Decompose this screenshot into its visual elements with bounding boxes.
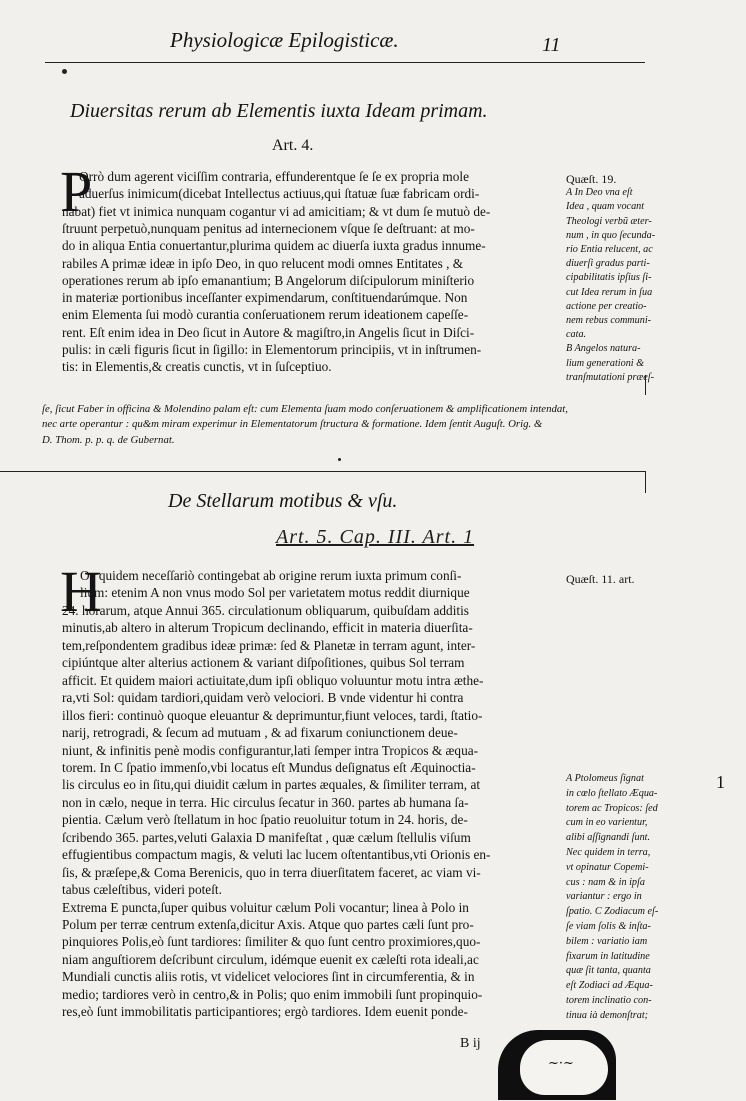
body-line: non in cælo, neque in terra. Hic circulus ſecatur in 360. partes ab humana ſa- (62, 794, 469, 810)
body-line: ra,vti Sol: quidam tardiori,quidam verò velociori. B vnde videntur hi contra (62, 690, 464, 706)
footnote-line: D. Thom. p. p. q. de Gubernat. (42, 433, 175, 446)
margin-note-line: rio Entia relucent, ac (566, 244, 653, 255)
body-line: niunt, & infinitis penè modis configurantur,lati ſemper intra Tropicos & æqua- (62, 742, 479, 758)
footnote-line: nec arte operantur : qu&m miram experimur in Elementatorum ſtructura & formatione. Idem ſentit Auguſt. Orig. & (42, 418, 543, 431)
body-line: res,eò ſunt immobilitatis participantiores; ergò tardiores. Idem euenit ponde- (62, 1004, 468, 1020)
column-rule-2 (645, 471, 646, 493)
body-line: tem,reſpondentem gradibus ideæ primæ: ſed & Planetæ in terram agunt, inter- (62, 637, 476, 653)
body-line: afficit. Et quidem maiori actiuitate,dum ipſi obliquo voluuntur motu intra æthe- (62, 672, 484, 688)
margin-note-line: Quæſt. 19. (566, 172, 617, 186)
body-line: in materiæ portionibus inceſſanter expimendarum, conſtituendarúmque. Non (62, 290, 468, 306)
margin-note-line: actione per creatio- (566, 300, 647, 312)
body-line: enim Elementa ſui modò curantia conſeruationem rerum ideationem capeſſe- (62, 307, 469, 323)
body-line: lium: etenim A non vnus modo Sol per varietatem motus reddit diurnique (80, 585, 470, 601)
drop-cap-h: H (60, 559, 102, 624)
body-line: niam anguſtiorem deſcribunt circulum, idémque euenit ex cæleſti rota ideali,ac (62, 951, 479, 967)
body-line: aduerſus inimicum(dicebat Intellectus actiuus,qui ſtatuæ ſuæ fabricam ordi- (79, 186, 480, 202)
margin-note-line: lium generationi & (566, 357, 645, 369)
body-line: tis: in Elementis,& creatis cunctis, vt in ſuſceptiuo. (62, 359, 332, 375)
body-line: 24. horarum, atque Annui 365. circulationum obliquarum, quibuſdam additis (62, 602, 469, 618)
body-line: do in aliqua Entia conuertantur,plurima quidem ac diuerſa iuxta gradus innume- (62, 238, 486, 254)
margin-note-line: eſt Zodiaci ad Æqua- (566, 980, 653, 992)
ornament-dot (338, 458, 341, 461)
marginal-mark: 1 (716, 772, 725, 792)
margin-note-line: cata. (566, 329, 587, 341)
section-title-1: Diuersitas rerum ab Elementis iuxta Ideam primam. (70, 100, 488, 122)
margin-note-line: in cœlo ſtellato Æqua- (566, 787, 658, 799)
margin-note-line: quæ ſit tanta, quanta (566, 965, 651, 977)
body-line: ſtruunt perpetuò,nunquam penitus ad internecionem vſque ſe deſtruant: at mo- (62, 220, 475, 236)
margin-note-line: tranſmutationi præeſ- (566, 371, 655, 383)
section-rule (0, 471, 645, 472)
margin-note-line: B Angelos natura- (566, 343, 641, 355)
body-line: minutis,ab altero in alterum Tropicum declinando, efficit in materia diuerſita- (62, 620, 473, 636)
body-line: Mundiali cunctis aliis rotis, vt videlicet velociores ſint in circumferentia, & in (62, 969, 475, 985)
ornament-dot (62, 69, 67, 74)
body-line: pientia. Cælum verò ſtellatum in hoc ſpatio reuoluitur totum in 24. horis, de- (62, 812, 468, 828)
body-line: illos fieri: continuò quoque eleuantur & deprimuntur,fiunt veloces, tardi, ſtatio- (62, 707, 483, 723)
column-rule-1 (645, 375, 646, 395)
margin-note-line: ſe viam ſolis & inſta- (566, 921, 651, 932)
margin-note-line: alibi aſſignandi ſunt. (566, 832, 651, 844)
margin-note-line: torem ac Tropicos: ſed (566, 802, 658, 814)
margin-note-line: num , in quo ſecunda- (566, 229, 656, 241)
margin-note-line: bilem : variatio iam (566, 935, 648, 947)
page-number: 11 (542, 34, 561, 56)
margin-note-line: fixarum in latitudine (566, 950, 650, 962)
section-title-2: De Stellarum motibus & vſu. (168, 490, 398, 512)
body-line: nabat) fiet vt inimica nunquam cogantur vi ad amicitiam; & vt dum ſe mutuò de- (62, 203, 491, 219)
body-line: cipiúntque alter alterius actionem & variant diſpoſitiones, quibus Sol terram (62, 655, 465, 671)
margin-note-line: variantur : ergo in (566, 891, 642, 903)
body-line: rent. Eſt enim idea in Deo ſicut in Autore & magiſtro,in Angelis ſicut in Diſci- (62, 324, 475, 340)
body-line: pinquiores Polis,eò ſunt tardiores: ſimiliter & quo ſunt centro proximiores,quo- (62, 934, 481, 950)
body-line: operationes rerum ab ipſo emanantium; B Angelorum diſcipulorum miniſterio (62, 272, 475, 288)
body-line: lis circulus eo in ſitu,qui diuidit cælum in partes æquales, & ſimiliter terram, at (62, 777, 481, 793)
body-line: effugientibus compactum magis, & veluti lac lucem oſtentantibus,vti Orionis en- (62, 847, 491, 863)
body-line: torem. In C ſpatio immenſo,vbi locatus eſt Mundus deſignatus eſt Æquinoctia- (62, 759, 476, 775)
margin-note-line: nem rebus communi- (566, 315, 652, 326)
body-line: Orrò dum agerent viciſſim contraria, effunderentque ſe ſe ex propria mole (79, 169, 470, 184)
margin-note-line: cum in eo varientur, (566, 817, 648, 829)
margin-note-line: cut Idea rerum in ſua (566, 286, 653, 298)
footnote-line: ſe, ſicut Faber in officina & Molendino palam eſt: cum Elementa ſuam modo conſeruationem & amplificationem intendat, (42, 403, 568, 415)
margin-note-line: tinua ià demonſtrat; (566, 1009, 649, 1021)
margin-note-line: A In Deo vna eſt (566, 187, 633, 199)
header-rule (45, 62, 645, 63)
article-label-1: Art. 4. (272, 137, 314, 154)
margin-note-line: torem inclinatio con- (566, 995, 652, 1006)
body-line: pulis: in cæli figuris ſicut in ſigillo: in Elementorum principiis, vt in inſtrumen- (62, 342, 482, 357)
margin-note-line: cus : nam & in ipſa (566, 876, 645, 888)
margin-note-line: Nec quidem in terra, (566, 847, 651, 858)
body-line: ſcribendo 365. partes,veluti Galaxia D manifeſtat , quæ cælum ſtellulis viſum (62, 829, 471, 845)
body-line: Polum per terræ centrum extenſa,dicitur Axis. Atque quo partes cæli ſunt pro- (62, 917, 474, 932)
signature-mark: B ij (460, 1036, 481, 1051)
handwritten-annotation: Art. 5. Cap. III. Art. 1 (276, 526, 475, 548)
body-line: Extrema E puncta,ſuper quibus voluitur cælum Poli vocantur; linea à Polo in (62, 899, 469, 915)
margin-note-line: vt opinatur Copemi- (566, 861, 649, 873)
stamp-scribble: ~·~ (548, 1056, 574, 1071)
body-line: narij, retrogradi, & ſecum ad mutuam , & ad fixarum coniunctionem deue- (62, 725, 458, 741)
margin-note-line: Idea , quam vocant (566, 201, 645, 213)
margin-note-line: A Ptolomeus ſignat (566, 773, 644, 784)
margin-note-line: Theologi verbũ æter- (566, 215, 652, 227)
body-line: Oc quidem neceſſariò contingebat ab origine rerum iuxta primum conſi- (80, 568, 462, 583)
body-line: ſis, & præſepe,& Coma Berenicis, quo in terra diuerſitatem faceret, ac viam vi- (62, 864, 481, 880)
margin-note-line: ſpatio. C Zodiacum eſ- (566, 906, 659, 918)
drop-cap-p: P (60, 159, 93, 224)
body-line: medio; tardiores verò in centro,& in Polis; quo enim immobili ſunt propinquio- (62, 986, 483, 1002)
body-line: rabiles A primæ ideæ in ipſo Deo, in quo relucent modi omnes Entitates , & (62, 255, 464, 271)
margin-note-line: diuerſi gradus parti- (566, 258, 650, 270)
body-line: tabus cæleſtibus, videri poteſt. (62, 882, 222, 898)
margin-note-question: Quæſt. 11. art. (566, 572, 635, 586)
running-head-title: Physiologicæ Epilogisticæ. (170, 28, 399, 52)
margin-note-line: cipabilitatis ipſius ſi- (566, 272, 652, 284)
